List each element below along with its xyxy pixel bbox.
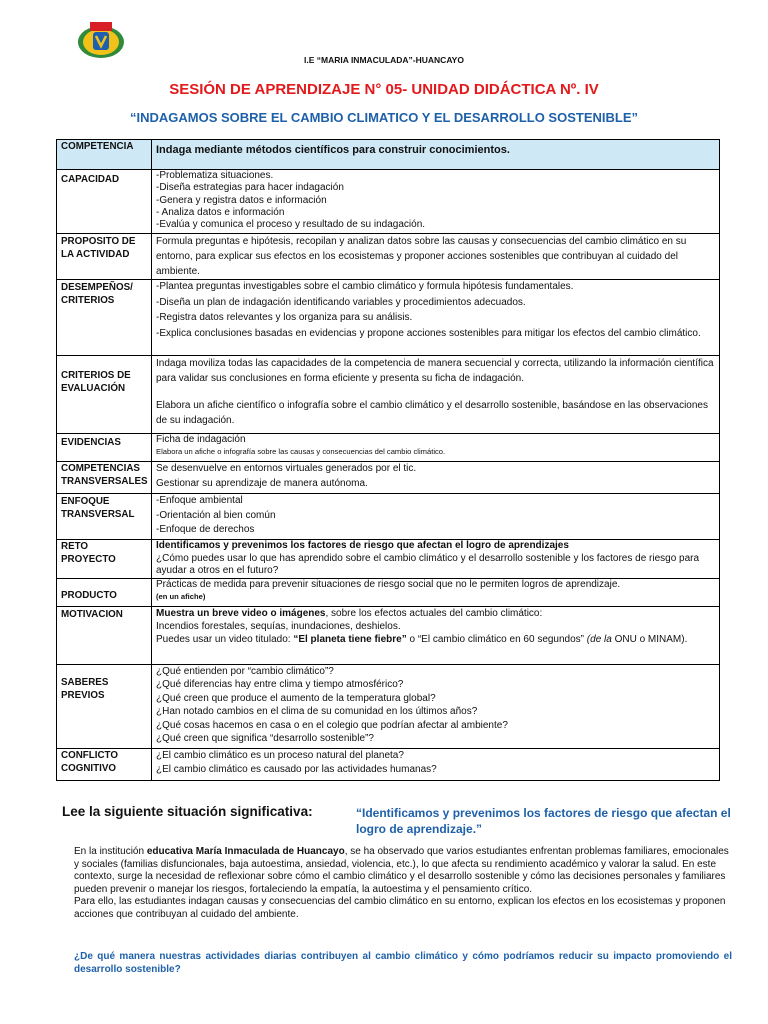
label-competencias-transversales: COMPETENCIAS TRANSVERSALES bbox=[57, 462, 152, 494]
row-enfoque bbox=[57, 494, 720, 540]
label-proposito: PROPOSITO DE LA ACTIVIDAD bbox=[57, 234, 152, 280]
saberes-item: ¿Qué entienden por “cambio climático”? bbox=[156, 665, 334, 677]
video-title: “El planeta tiene fiebre” bbox=[293, 633, 407, 645]
desempeno-item: -Registra datos relevantes y los organiza para su análisis. bbox=[156, 312, 413, 323]
producto-text: Prácticas de medida para prevenir situaciones de riesgo social que no le permiten logros de aprendizaje. bbox=[156, 578, 621, 590]
enfoque-item: -Orientación al bien común bbox=[156, 509, 276, 521]
evidencia-1: Ficha de indagación bbox=[156, 434, 246, 445]
situacion-text bbox=[74, 846, 734, 922]
value-reto bbox=[152, 540, 720, 579]
value-motivacion bbox=[152, 606, 720, 664]
motivacion-line3a: Puedes usar un video titulado: bbox=[156, 633, 294, 645]
saberes-item: ¿Qué cosas hacemos en casa o en el colegio que podrían afectar al ambiente? bbox=[156, 719, 508, 731]
session-title: SESIÓN DE APRENDIZAJE N° 05- UNIDAD DIDÁCTICA Nº. IV bbox=[169, 81, 599, 98]
row-evidencias bbox=[57, 434, 720, 462]
enfoque-item: -Enfoque ambiental bbox=[156, 495, 243, 506]
value-producto bbox=[152, 578, 720, 606]
saberes-item: ¿Han notado cambios en el clima de su comunidad en los últimos años? bbox=[156, 706, 478, 718]
label-conflicto: CONFLICTO COGNITIVO bbox=[57, 748, 152, 780]
saberes-item: ¿Qué creen que produce el aumento de la temperatura global? bbox=[156, 692, 436, 704]
conflicto-item: ¿El cambio climático es causado por las actividades humanas? bbox=[156, 763, 437, 775]
motivacion-rest: , sobre los efectos actuales del cambio climático: bbox=[325, 607, 543, 619]
value-competencias-transversales bbox=[152, 462, 720, 494]
school-logo bbox=[76, 20, 126, 60]
row-reto bbox=[57, 540, 720, 579]
label-evidencias: EVIDENCIAS bbox=[57, 434, 152, 462]
capacidad-item: -Evalúa y comunica el proceso y resultado de su indagación. bbox=[156, 219, 426, 231]
transversal-item: Se desenvuelve en entornos virtuales generados por el tic. bbox=[156, 463, 417, 474]
row-producto bbox=[57, 578, 720, 606]
guiding-question: ¿De qué manera nuestras actividades diarias contribuyen al cambio climático y cómo podríamos reducir su impacto promoviendo el desarrollo sostenible? bbox=[74, 951, 732, 975]
situacion-p1: En la institución educativa María Inmaculada de Huancayo, se ha observado que varios estudiantes enfrentan problemas familiares, emocionales y sociales (familias disfuncionales, baja autoestima, ansiedad, violencia, etc.), lo que afecta su rendimiento académico y valorar la salud. En este contexto, surge la necesidad de reflexionar sobre cómo el cambio climático y el desarrollo sostenible y cómo las decisiones personales y familiares pueden prevenir o manejar los riesgos, fortaleciendo la empatía, la autoestima y el pensamiento crítico. bbox=[74, 846, 729, 895]
criterio-p2: Elabora un afiche científico o infografía sobre el cambio climático y el desarrollo sostenible, basándose en las observaciones de su indagación. bbox=[156, 400, 708, 426]
row-proposito bbox=[57, 234, 720, 280]
value-saberes bbox=[152, 664, 720, 748]
reto-title: Identificamos y prevenimos los factores de riesgo que afectan el logro de aprendizajes bbox=[156, 540, 569, 551]
row-saberes bbox=[57, 664, 720, 748]
school-name: I.E “MARIA INMACULADA”-HUANCAYO bbox=[304, 55, 464, 65]
school-highlight: educativa María Inmaculada de Huancayo bbox=[146, 846, 345, 857]
row-conflicto bbox=[57, 748, 720, 780]
transversal-item: Gestionar su aprendizaje de manera autónoma. bbox=[156, 477, 368, 489]
situacion-lead: Lee la siguiente situación significativa: bbox=[62, 804, 313, 819]
label-enfoque: ENFOQUE TRANSVERSAL bbox=[57, 494, 152, 540]
capacidad-item: - Analiza datos e información bbox=[156, 206, 285, 218]
value-conflicto bbox=[152, 748, 720, 780]
motivacion-line3e: ONU o MINAM). bbox=[611, 633, 688, 645]
label-criterios: CRITERIOS DE EVALUACIÓN bbox=[57, 356, 152, 434]
capacidad-item: -Problematiza situaciones. bbox=[156, 170, 274, 181]
capacidad-item: -Diseña estrategias para hacer indagación bbox=[156, 182, 344, 194]
value-competencia: Indaga mediante métodos científicos para construir conocimientos. bbox=[152, 140, 720, 170]
label-reto: RETO PROYECTO bbox=[57, 540, 152, 579]
label-producto: PRODUCTO bbox=[57, 578, 152, 606]
value-enfoque bbox=[152, 494, 720, 540]
value-proposito: Formula preguntas e hipótesis, recopilan y analizan datos sobre las causas y consecuencias del cambio climático en su entorno, para explicar sus efectos en los ecosistemas y proponer acciones sostenibles que contribuyan al cuidado del ambiente. bbox=[152, 234, 720, 280]
row-motivacion bbox=[57, 606, 720, 664]
evidencia-2: Elabora un afiche o infografía sobre las causas y consecuencias del cambio climático. bbox=[156, 447, 446, 457]
criterio-p1: Indaga moviliza todas las capacidades de la competencia de manera secuencial y correcta, utilizando la información científica para validar sus conclusiones en forma eficiente y presenta su ficha de indagación. bbox=[156, 358, 714, 384]
row-criterios bbox=[57, 356, 720, 434]
situacion-p2: Para ello, las estudiantes indagan causas y consecuencias del cambio climático en su entorno, explican los efectos en los ecosistemas y proponen acciones que contribuyan al cuidado del ambiente. bbox=[74, 896, 726, 920]
value-capacidad bbox=[152, 170, 720, 234]
value-evidencias bbox=[152, 434, 720, 462]
motivacion-line3d: (de la bbox=[586, 633, 612, 645]
label-saberes: SABERES PREVIOS bbox=[57, 664, 152, 748]
label-motivacion: MOTIVACION bbox=[57, 606, 152, 664]
reto-question: ¿Cómo puedes usar lo que has aprendido sobre el cambio climático y el desarrollo sostenible y los factores de riesgo para ayudar a otros en el futuro? bbox=[156, 552, 700, 576]
producto-note: (en un afiche) bbox=[156, 592, 206, 601]
situacion-title: “Identificamos y prevenimos los factores de riesgo que afectan el logro de aprendizaje.” bbox=[356, 806, 731, 836]
value-desempenos bbox=[152, 280, 720, 356]
saberes-item: ¿Qué diferencias hay entre clima y tiempo atmosférico? bbox=[156, 679, 404, 691]
motivacion-line3c: o “El cambio climático en 60 segundos” bbox=[406, 633, 587, 645]
session-subtitle: “INDAGAMOS SOBRE EL CAMBIO CLIMATICO Y EL DESARROLLO SOSTENIBLE” bbox=[130, 110, 638, 125]
row-capacidad bbox=[57, 170, 720, 234]
enfoque-item: -Enfoque de derechos bbox=[156, 524, 255, 536]
capacidad-item: -Genera y registra datos e información bbox=[156, 194, 327, 206]
conflicto-item: ¿El cambio climático es un proceso natural del planeta? bbox=[156, 749, 404, 761]
row-competencia bbox=[57, 140, 720, 170]
desempeno-item: -Diseña un plan de indagación identificando variables y procedimientos adecuados. bbox=[156, 296, 526, 308]
label-competencia: COMPETENCIA bbox=[57, 140, 152, 170]
value-criterios bbox=[152, 356, 720, 434]
row-desempenos bbox=[57, 280, 720, 356]
row-competencias-transversales bbox=[57, 462, 720, 494]
label-desempenos: DESEMPEÑOS/ CRITERIOS bbox=[57, 280, 152, 356]
desempeno-item: -Explica conclusiones basadas en evidencias y propone acciones sostenibles para mitigar los efectos del cambio climático. bbox=[156, 327, 701, 339]
motivacion-bold: Muestra un breve video o imágenes bbox=[156, 607, 326, 619]
motivacion-line2: Incendios forestales, sequías, inundaciones, deshielos. bbox=[156, 620, 401, 632]
desempeno-item: -Plantea preguntas investigables sobre el cambio climático y formula hipótesis fundamentales. bbox=[156, 281, 574, 292]
saberes-item: ¿Qué creen que significa “desarrollo sostenible”? bbox=[156, 733, 374, 745]
label-capacidad: CAPACIDAD bbox=[57, 170, 152, 234]
session-plan-table bbox=[56, 139, 720, 781]
